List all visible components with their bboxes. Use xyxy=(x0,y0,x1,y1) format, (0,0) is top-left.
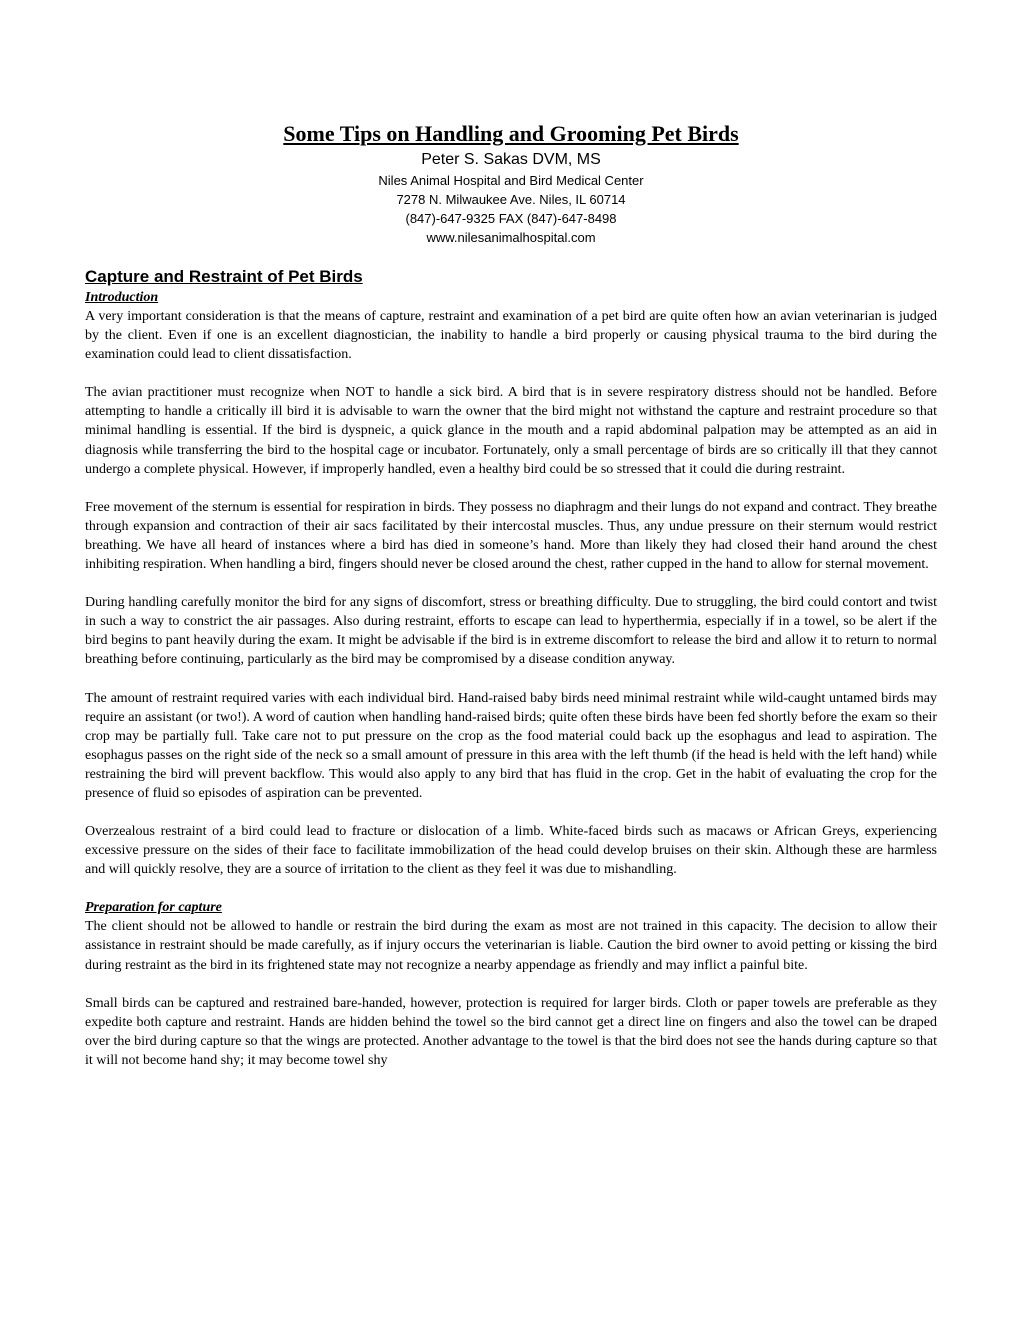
address-line: 7278 N. Milwaukee Ave. Niles, IL 60714 xyxy=(396,192,626,207)
paragraph: The amount of restraint required varies with each individual bird. Hand-raised baby birds need minimal restraint while wild-caught untamed birds may require an assistant (or two!). A word of caution when handling hand-raised birds; quite often these birds have been fed shortly before the exam so their crop may be partially full. Take care not to put pressure on the crop as the food material could back up the esophagus and lead to aspiration. The esophagus passes on the right side of the neck so a small amount of pressure in this area with the left thumb (if the head is held with the left hand) while restraining the bird will prevent backflow. This would also apply to any bird that has fluid in the crop. Get in the habit of evaluating the crop for the presence of fluid so episodes of aspiration can be prevented. xyxy=(85,690,937,801)
paragraph: Free movement of the sternum is essential for respiration in birds. They possess no diaphragm and their lungs do not expand and contract. They breathe through expansion and contraction of their air sacs facilitated by their intercostal muscles. Thus, any undue pressure on their sternum would restrict breathing. We have all heard of instances where a bird has died in someone’s hand. More than likely they had closed their hand around the chest inhibiting respiration. When handling a bird, fingers should never be closed around the chest, rather cupped in the hand to allow for sternal movement. xyxy=(85,499,937,573)
paragraph: During handling carefully monitor the bird for any signs of discomfort, stress or breathing difficulty. Due to struggling, the bird could contort and twist in such a way to constrict the air passages. Also during restraint, efforts to escape can lead to hyperthermia, especially if in a towel, so be alert if the bird begins to pant heavily during the exam. It might be advisable if the bird is in extreme discomfort to release the bird and allow it to return to normal breathing before continuing, particularly as the bird may be compromised by a disease condition anyway. xyxy=(85,595,937,668)
document-body xyxy=(85,266,937,1070)
section-heading: Capture and Restraint of Pet Birds xyxy=(85,267,363,286)
paragraph: Overzealous restraint of a bird could lead to fracture or dislocation of a limb. White-faced birds such as macaws or African Greys, experiencing excessive pressure on the sides of their face to facilitate immobilization of the head could develop bruises on their skin. Although these are harmless and will quickly resolve, they are a source of irritation to the client as they feel it was due to mishandling. xyxy=(85,824,937,878)
organization-line: Niles Animal Hospital and Bird Medical Center xyxy=(378,173,644,188)
preparation-heading: Preparation for capture xyxy=(85,900,222,916)
paragraph: A very important consideration is that the means of capture, restraint and examination of a pet bird are quite often how an avian veterinarian is judged by the client. Even if one is an excellent diagnostician, the inability to handle a bird properly or causing physical trauma to the bird during the examination could lead to client dissatisfaction. xyxy=(85,309,937,363)
website-line: www.nilesanimalhospital.com xyxy=(426,230,596,245)
introduction-heading: Introduction xyxy=(85,290,159,305)
phone-line: (847)-647-9325 FAX (847)-647-8498 xyxy=(405,211,617,226)
author-line: Peter S. Sakas DVM, MS xyxy=(421,151,601,168)
paragraph: Small birds can be captured and restrained bare-handed, however, protection is required for larger birds. Cloth or paper towels are preferable as they expedite both capture and restraint. Hands are hidden behind the towel so the bird cannot get a direct line on fingers and also the towel can be draped over the bird during capture so that the wings are protected. Another advantage to the towel is that the bird does not see the hands during capture so that it will not become hand shy; it may become towel shy xyxy=(85,995,937,1068)
paragraph: The client should not be allowed to handle or restrain the bird during the exam as most are not trained in this capacity. The decision to allow their assistance in restraint should be made carefully, as if injury occurs the veterinarian is liable. Caution the bird owner to avoid petting or kissing the bird during restraint as the bird in its frightened state may not recognize a nearby appendage as friendly and may inflict a painful bite. xyxy=(85,919,937,973)
paragraph: The avian practitioner must recognize when NOT to handle a sick bird. A bird that is in severe respiratory distress should not be handled. Before attempting to handle a critically ill bird it is advisable to warn the owner that the bird might not withstand the capture and restraint procedure so that minimal handling is essential. If the bird is dyspneic, a quick glance in the mouth and a rapid abdominal palpation may be attempted as an aid in diagnosis while transferring the bird to the hospital cage or incubator. Fortunately, only a small percentage of birds are so critically ill that they cannot undergo a complete physical. However, if improperly handled, even a healthy bird could be so stressed that it could die during restraint. xyxy=(85,385,937,477)
document-title: Some Tips on Handling and Grooming Pet Birds xyxy=(283,121,739,146)
